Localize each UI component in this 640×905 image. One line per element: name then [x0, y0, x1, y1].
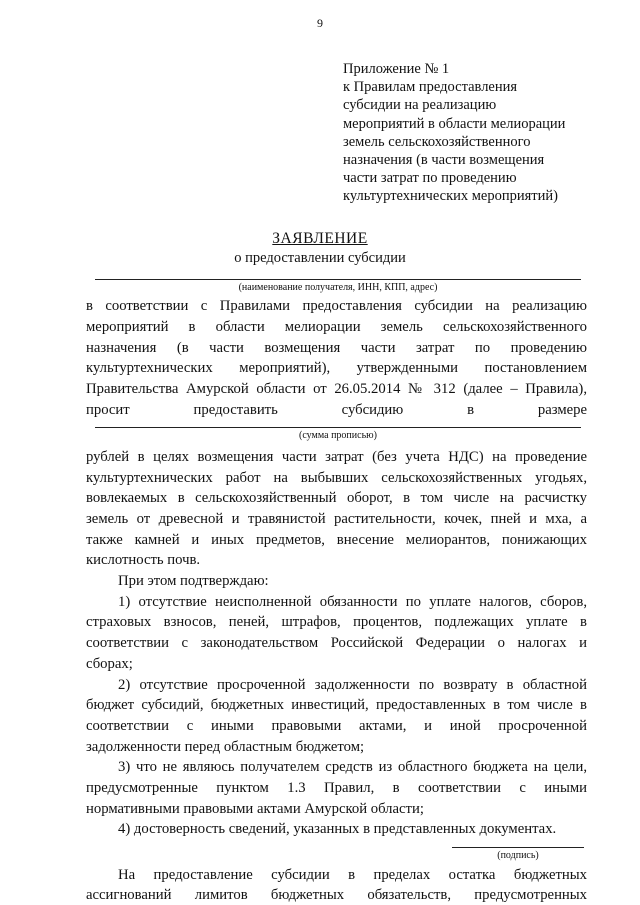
body-line: мероприятий в области мелиорации земель сельскохозяйственного [86, 319, 587, 335]
body-line: 1) отсутствие неисполненной обязанности по уплате налогов, сборов, [118, 594, 587, 610]
body-line: задолженности перед областным бюджетом; [86, 739, 365, 755]
appendix-line: земель сельскохозяйственного [343, 133, 531, 150]
document-subtitle: о предоставлении субсидии [234, 250, 406, 266]
body-line: просит предоставить субсидию в размере [86, 402, 587, 418]
appendix-line: мероприятий в области мелиорации [343, 115, 566, 132]
body-line: соответствии с иными правовыми актами, и иной просроченной [86, 718, 587, 734]
appendix-block [343, 60, 603, 206]
body-line: культуртехнических работ на выбывших сельскохозяйственных угодьях, [86, 470, 587, 486]
body-line: земель от древесной и травянистой растительности, кочек, пней и мха, а [86, 511, 587, 527]
appendix-line: назначения (в части возмещения [343, 152, 545, 169]
body-line: На предоставление субсидии в пределах остатка бюджетных [118, 867, 587, 883]
amount-caption: (сумма прописью) [299, 430, 377, 441]
signature-caption: (подпись) [497, 850, 539, 861]
body-line: соответствии с законодательством Российской Федерации о налогах и [86, 635, 587, 651]
body-line: нормативными правовыми актами Амурской области; [86, 801, 424, 817]
appendix-line: культуртехнических мероприятий) [343, 188, 558, 205]
recipient-fill-line [95, 279, 581, 280]
body-line: назначения (в части возмещения части затрат по проведению [86, 340, 587, 356]
amount-fill-line [95, 427, 581, 428]
body-line: бюджет субсидий, бюджетных инвестиций, предоставленных в том числе в [86, 697, 587, 713]
body-line: При этом подтверждаю: [118, 573, 269, 589]
body-line: вовлекаемых в сельскохозяйственный оборот, в том числе на расчистку [86, 490, 587, 506]
body-line: 2) отсутствие просроченной задолженности по возврату в областной [118, 677, 587, 693]
body-line: Правительства Амурской области от 26.05.2014 № 312 (далее – Правила), [86, 381, 587, 397]
body-line: в соответствии с Правилами предоставления субсидии на реализацию [86, 298, 587, 314]
body-line: страховых взносов, пеней, штрафов, процентов, подлежащих уплате в [86, 614, 587, 630]
body-line: также камней и иных предметов, внесение мелиорантов, понижающих [86, 532, 587, 548]
body-line: сборах; [86, 656, 133, 672]
body-line: 4) достоверность сведений, указанных в представленных документах. [118, 821, 557, 837]
body-line: культуртехнических мероприятий), утвержденными постановлением [86, 360, 587, 376]
body-line: 3) что не являюсь получателем средств из областного бюджета на цели, [118, 759, 587, 775]
page-number: 9 [317, 16, 323, 30]
appendix-line: части затрат по проведению [343, 170, 517, 187]
body-line: кислотность почв. [86, 552, 201, 568]
recipient-caption: (наименование получателя, ИНН, КПП, адрес) [238, 282, 438, 293]
body-line: ассигнований лимитов бюджетных обязательств, предусмотренных [86, 887, 587, 903]
signature-fill-line [452, 847, 584, 848]
appendix-line: субсидии на реализацию [343, 97, 497, 114]
appendix-line: к Правилам предоставления [343, 79, 518, 96]
body-line: рублей в целях возмещения части затрат (без учета НДС) на проведение [86, 449, 587, 465]
document-title: ЗАЯВЛЕНИЕ [272, 230, 368, 247]
body-line: предусмотренные пунктом 1.3 Правил, в соответствии с иными [86, 780, 587, 796]
appendix-line: Приложение № 1 [343, 61, 450, 77]
